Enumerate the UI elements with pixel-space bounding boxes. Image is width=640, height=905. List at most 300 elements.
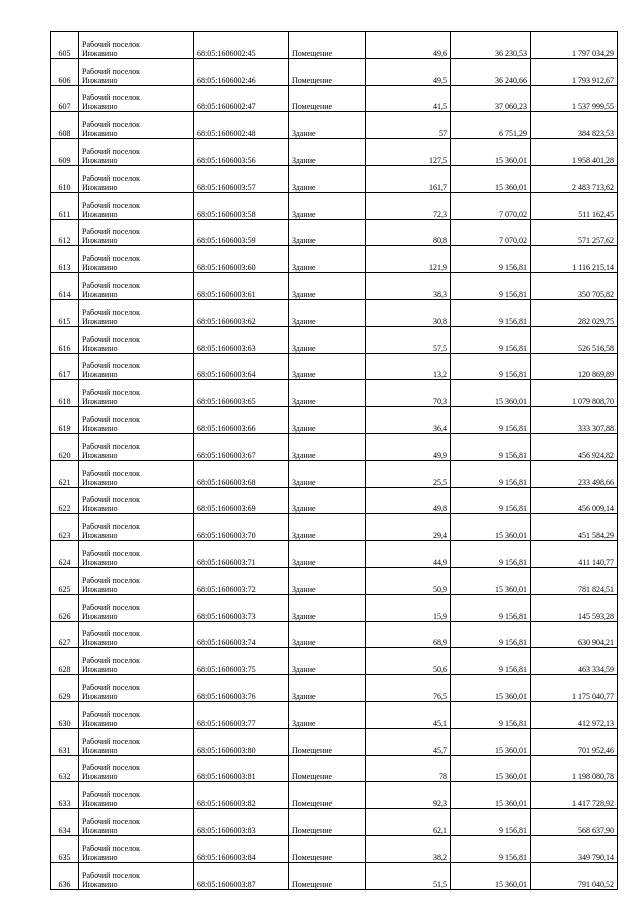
unit-value-cell	[451, 58, 531, 85]
area-cell	[366, 326, 451, 353]
area-cell	[366, 755, 451, 782]
cadastral-number-cell	[194, 58, 289, 85]
cadastral-value-text: 384 823,53	[578, 129, 614, 139]
cadastral-value-text: 630 904,21	[578, 638, 614, 648]
object-type-text: Здание	[292, 263, 316, 273]
location-text: Рабочий поселок	[82, 468, 141, 478]
cadastral-number-text: 68:05:1606003:68	[197, 477, 256, 487]
row-number-text: 616	[58, 343, 71, 353]
object-type-cell	[289, 835, 366, 862]
table-row	[51, 273, 618, 300]
unit-value-cell	[451, 514, 531, 541]
unit-value-cell	[451, 862, 531, 889]
area-text: 38,3	[433, 289, 447, 299]
object-type-text: Здание	[292, 450, 316, 460]
row-number-text: 631	[58, 745, 71, 755]
cadastral-value-text: 350 705,82	[578, 289, 614, 299]
area-text: 76,5	[433, 691, 447, 701]
object-type-text: Здание	[292, 129, 316, 139]
cadastral-value-text: 456 924,82	[578, 450, 614, 460]
location-text: Инжавино	[82, 75, 118, 85]
unit-value-text: 7 070,02	[499, 236, 527, 246]
area-text: 38,2	[433, 852, 447, 862]
location-cell	[79, 621, 194, 648]
cadastral-value-text: 412 972,13	[578, 718, 614, 728]
table-row	[51, 648, 618, 675]
unit-value-cell	[451, 299, 531, 326]
location-text: Инжавино	[82, 477, 118, 487]
row-number-cell	[51, 514, 79, 541]
area-cell	[366, 139, 451, 166]
row-number-cell	[51, 353, 79, 380]
unit-value-cell	[451, 701, 531, 728]
unit-value-text: 9 156,81	[499, 477, 527, 487]
area-text: 57,5	[433, 343, 447, 353]
location-cell	[79, 675, 194, 702]
location-text: Инжавино	[82, 745, 118, 755]
row-number-text: 614	[58, 289, 71, 299]
table-row	[51, 782, 618, 809]
cadastral-number-text: 68:05:1606003:61	[197, 289, 256, 299]
unit-value-text: 36 230,53	[495, 48, 527, 58]
object-type-text: Здание	[292, 155, 316, 165]
unit-value-text: 9 156,81	[499, 825, 527, 835]
object-type-cell	[289, 273, 366, 300]
area-cell	[366, 648, 451, 675]
unit-value-cell	[451, 353, 531, 380]
object-type-text: Здание	[292, 638, 316, 648]
cadastral-value-cell	[531, 728, 618, 755]
row-number-cell	[51, 32, 79, 59]
location-cell	[79, 567, 194, 594]
area-text: 72,3	[433, 209, 447, 219]
object-type-cell	[289, 192, 366, 219]
table-row	[51, 353, 618, 380]
area-cell	[366, 862, 451, 889]
unit-value-cell	[451, 728, 531, 755]
cadastral-value-cell	[531, 862, 618, 889]
object-type-cell	[289, 58, 366, 85]
location-text: Рабочий поселок	[82, 146, 141, 156]
location-cell	[79, 648, 194, 675]
table-row	[51, 755, 618, 782]
table-row	[51, 809, 618, 836]
cadastral-value-cell	[531, 299, 618, 326]
object-type-cell	[289, 299, 366, 326]
row-number-text: 605	[58, 48, 71, 58]
object-type-text: Здание	[292, 289, 316, 299]
area-cell	[366, 487, 451, 514]
cadastral-value-text: 145 593,28	[578, 611, 614, 621]
location-text: Инжавино	[82, 209, 118, 219]
location-text: Инжавино	[82, 370, 118, 380]
cadastral-number-text: 68:05:1606003:67	[197, 450, 256, 460]
unit-value-cell	[451, 192, 531, 219]
object-type-cell	[289, 85, 366, 112]
cadastral-value-cell	[531, 139, 618, 166]
cadastral-value-cell	[531, 594, 618, 621]
cadastral-number-cell	[194, 460, 289, 487]
row-number-text: 609	[58, 155, 71, 165]
cadastral-value-text: 463 334,59	[578, 665, 614, 675]
cadastral-value-text: 1 958 401,28	[572, 155, 614, 165]
area-cell	[366, 675, 451, 702]
cadastral-number-cell	[194, 567, 289, 594]
location-text: Рабочий поселок	[82, 173, 141, 183]
location-cell	[79, 85, 194, 112]
unit-value-cell	[451, 85, 531, 112]
table-row	[51, 326, 618, 353]
object-type-cell	[289, 809, 366, 836]
object-type-text: Помещение	[292, 75, 333, 85]
cadastral-number-cell	[194, 648, 289, 675]
area-cell	[366, 728, 451, 755]
location-text: Инжавино	[82, 263, 118, 273]
row-number-text: 629	[58, 691, 71, 701]
row-number-cell	[51, 299, 79, 326]
cadastral-value-cell	[531, 353, 618, 380]
row-number-cell	[51, 648, 79, 675]
unit-value-text: 15 360,01	[495, 155, 527, 165]
area-cell	[366, 594, 451, 621]
cadastral-number-cell	[194, 782, 289, 809]
unit-value-text: 9 156,81	[499, 638, 527, 648]
object-type-text: Здание	[292, 477, 316, 487]
location-cell	[79, 246, 194, 273]
object-type-cell	[289, 32, 366, 59]
location-text: Рабочий поселок	[82, 334, 141, 344]
location-cell	[79, 809, 194, 836]
row-number-text: 611	[58, 209, 71, 219]
object-type-text: Помещение	[292, 879, 333, 889]
cadastral-number-text: 68:05:1606003:74	[197, 638, 256, 648]
location-cell	[79, 433, 194, 460]
cadastral-number-cell	[194, 433, 289, 460]
unit-value-text: 9 156,81	[499, 343, 527, 353]
unit-value-cell	[451, 487, 531, 514]
row-number-cell	[51, 755, 79, 782]
location-text: Рабочий поселок	[82, 870, 141, 880]
unit-value-text: 9 156,81	[499, 316, 527, 326]
cadastral-number-cell	[194, 326, 289, 353]
unit-value-cell	[451, 165, 531, 192]
cadastral-number-text: 68:05:1606003:59	[197, 236, 256, 246]
unit-value-text: 9 156,81	[499, 263, 527, 273]
area-text: 36,4	[433, 423, 447, 433]
location-cell	[79, 192, 194, 219]
table-row	[51, 192, 618, 219]
row-number-text: 615	[58, 316, 71, 326]
cadastral-value-text: 568 637,90	[578, 825, 614, 835]
cadastral-value-cell	[531, 407, 618, 434]
object-type-cell	[289, 246, 366, 273]
location-text: Инжавино	[82, 825, 118, 835]
cadastral-value-cell	[531, 112, 618, 139]
area-cell	[366, 433, 451, 460]
unit-value-cell	[451, 219, 531, 246]
unit-value-cell	[451, 273, 531, 300]
cadastral-value-cell	[531, 219, 618, 246]
area-cell	[366, 246, 451, 273]
cadastral-number-text: 68:05:1606002:45	[197, 48, 256, 58]
unit-value-text: 9 156,81	[499, 450, 527, 460]
cadastral-value-text: 120 869,89	[578, 370, 614, 380]
area-text: 44,9	[433, 557, 447, 567]
area-text: 29,4	[433, 531, 447, 541]
cadastral-value-cell	[531, 567, 618, 594]
table-row	[51, 219, 618, 246]
location-text: Рабочий поселок	[82, 93, 141, 103]
area-text: 49,6	[433, 48, 447, 58]
row-number-text: 610	[58, 182, 71, 192]
location-text: Рабочий поселок	[82, 629, 141, 639]
cadastral-value-cell	[531, 58, 618, 85]
table-row	[51, 567, 618, 594]
row-number-text: 623	[58, 531, 71, 541]
unit-value-cell	[451, 594, 531, 621]
cadastral-number-text: 68:05:1606003:66	[197, 423, 256, 433]
object-type-cell	[289, 621, 366, 648]
object-type-text: Здание	[292, 504, 316, 514]
location-text: Рабочий поселок	[82, 414, 141, 424]
table-row	[51, 112, 618, 139]
object-type-cell	[289, 862, 366, 889]
row-number-text: 607	[58, 102, 71, 112]
location-text: Рабочий поселок	[82, 736, 141, 746]
area-text: 49,5	[433, 75, 447, 85]
area-cell	[366, 219, 451, 246]
cadastral-value-text: 333 307,88	[578, 423, 614, 433]
cadastral-number-text: 68:05:1606003:81	[197, 772, 256, 782]
unit-value-text: 9 156,81	[499, 718, 527, 728]
row-number-text: 618	[58, 397, 71, 407]
table-row	[51, 85, 618, 112]
cadastral-number-cell	[194, 755, 289, 782]
row-number-cell	[51, 541, 79, 568]
table-row	[51, 487, 618, 514]
cadastral-value-text: 1 797 034,29	[572, 48, 614, 58]
table-row	[51, 621, 618, 648]
object-type-text: Здание	[292, 718, 316, 728]
object-type-text: Здание	[292, 584, 316, 594]
cadastral-value-table	[50, 31, 618, 890]
location-text: Рабочий поселок	[82, 790, 141, 800]
table-row	[51, 165, 618, 192]
area-text: 68,9	[433, 638, 447, 648]
cadastral-value-cell	[531, 755, 618, 782]
object-type-text: Здание	[292, 316, 316, 326]
row-number-cell	[51, 192, 79, 219]
row-number-cell	[51, 273, 79, 300]
area-cell	[366, 621, 451, 648]
unit-value-cell	[451, 380, 531, 407]
cadastral-number-text: 68:05:1606003:87	[197, 879, 256, 889]
area-cell	[366, 299, 451, 326]
location-text: Рабочий поселок	[82, 602, 141, 612]
cadastral-number-text: 68:05:1606003:72	[197, 584, 256, 594]
unit-value-text: 37 060,23	[495, 102, 527, 112]
area-cell	[366, 541, 451, 568]
location-text: Инжавино	[82, 236, 118, 246]
table-row	[51, 675, 618, 702]
cadastral-number-text: 68:05:1606003:82	[197, 799, 256, 809]
location-text: Инжавино	[82, 450, 118, 460]
row-number-cell	[51, 835, 79, 862]
unit-value-text: 15 360,01	[495, 772, 527, 782]
row-number-text: 620	[58, 450, 71, 460]
location-text: Инжавино	[82, 343, 118, 353]
cadastral-number-cell	[194, 862, 289, 889]
cadastral-number-cell	[194, 139, 289, 166]
cadastral-number-cell	[194, 809, 289, 836]
location-cell	[79, 701, 194, 728]
cadastral-value-cell	[531, 648, 618, 675]
unit-value-cell	[451, 567, 531, 594]
location-cell	[79, 326, 194, 353]
row-number-cell	[51, 380, 79, 407]
location-text: Инжавино	[82, 155, 118, 165]
cadastral-number-cell	[194, 675, 289, 702]
cadastral-number-cell	[194, 487, 289, 514]
row-number-text: 635	[58, 852, 71, 862]
location-text: Инжавино	[82, 557, 118, 567]
cadastral-value-text: 1 417 728,92	[572, 799, 614, 809]
area-cell	[366, 192, 451, 219]
location-cell	[79, 380, 194, 407]
cadastral-number-text: 68:05:1606002:47	[197, 102, 256, 112]
cadastral-value-text: 456 009,14	[578, 504, 614, 514]
table-row	[51, 835, 618, 862]
cadastral-number-cell	[194, 594, 289, 621]
row-number-text: 626	[58, 611, 71, 621]
object-type-cell	[289, 728, 366, 755]
location-text: Рабочий поселок	[82, 843, 141, 853]
unit-value-text: 9 156,81	[499, 423, 527, 433]
row-number-text: 630	[58, 718, 71, 728]
cadastral-value-text: 233 498,66	[578, 477, 614, 487]
location-text: Рабочий поселок	[82, 682, 141, 692]
object-type-cell	[289, 594, 366, 621]
area-cell	[366, 782, 451, 809]
row-number-text: 619	[58, 423, 71, 433]
cadastral-number-cell	[194, 273, 289, 300]
location-text: Рабочий поселок	[82, 280, 141, 290]
row-number-text: 621	[58, 477, 71, 487]
cadastral-number-cell	[194, 219, 289, 246]
location-cell	[79, 782, 194, 809]
area-text: 62,1	[433, 825, 447, 835]
area-text: 80,8	[433, 236, 447, 246]
object-type-text: Здание	[292, 370, 316, 380]
location-text: Рабочий поселок	[82, 361, 141, 371]
area-cell	[366, 567, 451, 594]
table-row	[51, 862, 618, 889]
area-cell	[366, 460, 451, 487]
row-number-text: 633	[58, 799, 71, 809]
location-text: Рабочий поселок	[82, 307, 141, 317]
cadastral-value-text: 2 483 713,62	[572, 182, 614, 192]
area-text: 49,8	[433, 504, 447, 514]
row-number-text: 628	[58, 665, 71, 675]
object-type-cell	[289, 701, 366, 728]
object-type-cell	[289, 541, 366, 568]
location-text: Рабочий поселок	[82, 548, 141, 558]
cadastral-number-text: 68:05:1606003:80	[197, 745, 256, 755]
location-text: Рабочий поселок	[82, 66, 141, 76]
cadastral-number-cell	[194, 621, 289, 648]
object-type-text: Здание	[292, 611, 316, 621]
location-cell	[79, 139, 194, 166]
area-cell	[366, 58, 451, 85]
unit-value-text: 9 156,81	[499, 557, 527, 567]
location-text: Инжавино	[82, 799, 118, 809]
location-cell	[79, 755, 194, 782]
row-number-cell	[51, 809, 79, 836]
location-text: Рабочий поселок	[82, 709, 141, 719]
table-body	[51, 32, 618, 890]
area-text: 127,5	[429, 155, 447, 165]
object-type-cell	[289, 782, 366, 809]
cadastral-value-text: 701 952,46	[578, 745, 614, 755]
cadastral-value-cell	[531, 782, 618, 809]
cadastral-value-cell	[531, 809, 618, 836]
area-cell	[366, 701, 451, 728]
area-text: 45,1	[433, 718, 447, 728]
unit-value-cell	[451, 835, 531, 862]
area-text: 78	[439, 772, 447, 782]
area-text: 15,9	[433, 611, 447, 621]
area-text: 121,9	[429, 263, 447, 273]
row-number-text: 632	[58, 772, 71, 782]
unit-value-cell	[451, 433, 531, 460]
object-type-cell	[289, 407, 366, 434]
cadastral-value-text: 571 257,62	[578, 236, 614, 246]
cadastral-number-cell	[194, 192, 289, 219]
location-text: Инжавино	[82, 102, 118, 112]
area-text: 45,7	[433, 745, 447, 755]
location-text: Рабочий поселок	[82, 763, 141, 773]
row-number-text: 606	[58, 75, 71, 85]
object-type-text: Помещение	[292, 852, 333, 862]
cadastral-value-cell	[531, 701, 618, 728]
cadastral-value-cell	[531, 192, 618, 219]
object-type-cell	[289, 219, 366, 246]
location-cell	[79, 407, 194, 434]
cadastral-value-text: 1 116 215,14	[572, 263, 614, 273]
location-cell	[79, 299, 194, 326]
location-cell	[79, 353, 194, 380]
row-number-cell	[51, 58, 79, 85]
location-text: Рабочий поселок	[82, 254, 141, 264]
row-number-text: 625	[58, 584, 71, 594]
table-row	[51, 433, 618, 460]
object-type-cell	[289, 380, 366, 407]
object-type-text: Здание	[292, 423, 316, 433]
object-type-cell	[289, 326, 366, 353]
row-number-cell	[51, 675, 79, 702]
cadastral-number-text: 68:05:1606003:63	[197, 343, 256, 353]
table-row	[51, 32, 618, 59]
area-cell	[366, 85, 451, 112]
table-row	[51, 139, 618, 166]
location-text: Рабочий поселок	[82, 495, 141, 505]
location-cell	[79, 165, 194, 192]
cadastral-number-text: 68:05:1606002:46	[197, 75, 256, 85]
cadastral-value-cell	[531, 85, 618, 112]
cadastral-value-cell	[531, 433, 618, 460]
unit-value-cell	[451, 326, 531, 353]
location-text: Инжавино	[82, 638, 118, 648]
